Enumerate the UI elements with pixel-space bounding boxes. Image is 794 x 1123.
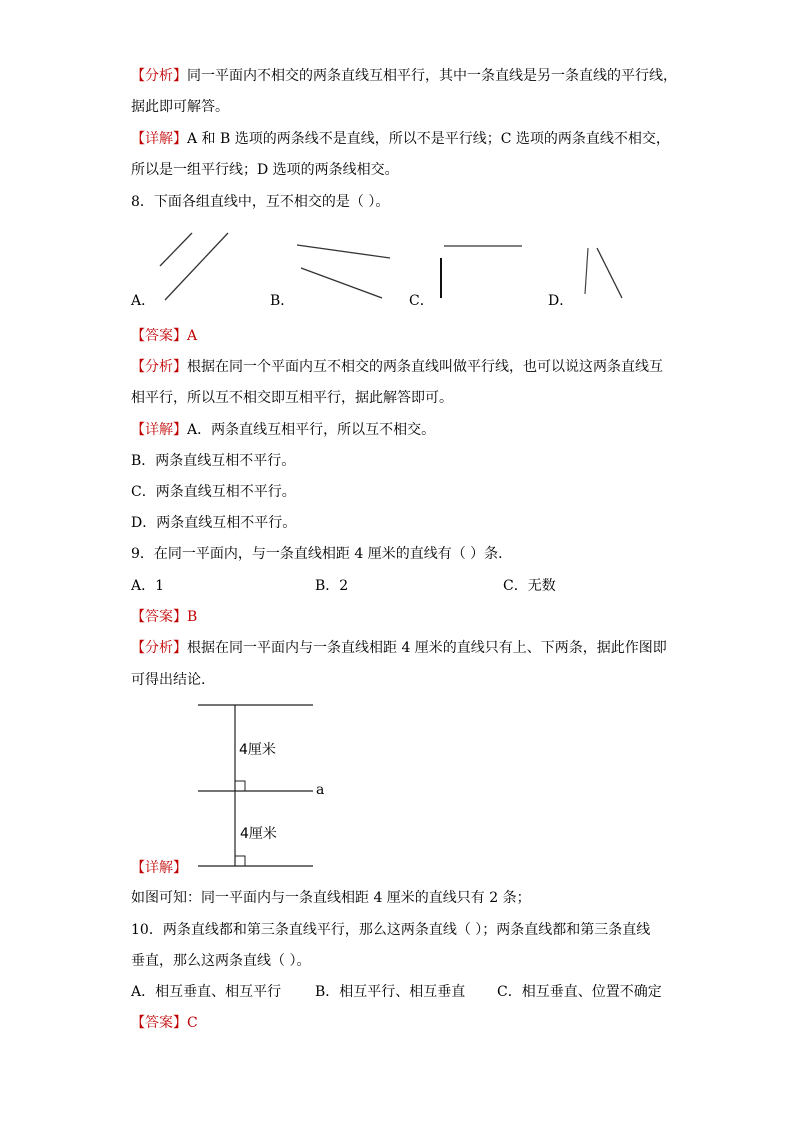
q8-figure-d (576, 244, 628, 302)
q8-figure-a (155, 228, 235, 308)
q7-detail-cont: 所以是一组平行线；D 选项的两条线相交。 (131, 162, 399, 178)
q8-answer (131, 327, 197, 345)
q10-option-a[interactable]: A．相互垂直、相互平行 (131, 984, 282, 1000)
q9-analysis-text: 根据在同一平面内与一条直线相距 4 厘米的直线只有上、下两条，据此作图即 (187, 640, 667, 656)
q9-option-c[interactable]: C．无数 (503, 578, 556, 594)
q8-option-a[interactable]: A． (131, 293, 156, 309)
right-angle-mark-lower (235, 856, 245, 866)
q7-analysis-text: 同一平面内不相交的两条直线互相平行，其中一条直线是另一条直线的平行线， (187, 68, 677, 84)
q9-conclusion: 如图可知：同一平面内与一条直线相距 4 厘米的直线只有 2 条； (131, 890, 531, 906)
right-angle-mark-upper (235, 781, 245, 791)
q9-answer (131, 608, 197, 626)
analysis-tag: 【分析】 (131, 640, 187, 656)
answer-tag: 【答案】 (131, 1015, 187, 1031)
q7-analysis-cont: 据此即可解答。 (131, 99, 229, 115)
q10-answer (131, 1014, 198, 1032)
q9-answer-value: B (187, 609, 198, 625)
q8-detail-b: B．两条直线互相不平行。 (131, 453, 296, 469)
q8-detail-c: C．两条直线互相不平行。 (131, 484, 296, 500)
q9-analysis-cont: 可得出结论. (131, 672, 206, 688)
q9-analysis (131, 639, 667, 657)
q10-option-b[interactable]: B．相互平行、相互垂直 (315, 984, 466, 1000)
detail-tag: 【详解】 (131, 860, 187, 876)
q8-detail-d: D．两条直线互相不平行。 (131, 515, 297, 531)
q8-option-d[interactable]: D． (548, 293, 574, 309)
analysis-tag: 【分析】 (131, 359, 187, 375)
distance-label-bottom: 4厘米 (240, 826, 277, 842)
q10-option-c[interactable]: C．相互垂直、位置不确定 (497, 984, 662, 1000)
q9-parallel-diagram (195, 700, 320, 870)
q8-detail (131, 421, 435, 439)
answer-tag: 【答案】 (131, 609, 187, 625)
q8-detail-text: A．两条直线互相平行，所以互不相交。 (187, 422, 436, 438)
q9-detail (131, 859, 187, 877)
q10-stem: 10．两条直线都和第三条直线平行，那么这两条直线（ ）；两条直线都和第三条直线 (131, 922, 651, 938)
q8-answer-value: A (187, 328, 198, 344)
q9-option-a[interactable]: A．1 (131, 578, 165, 594)
q10-answer-value: C (187, 1015, 198, 1031)
line-a-label: a (316, 782, 325, 798)
answer-tag: 【答案】 (131, 328, 187, 344)
q8-figure-c (436, 240, 526, 302)
detail-tag: 【详解】 (131, 422, 187, 438)
q10-stem-cont: 垂直，那么这两条直线（ ）。 (131, 953, 311, 969)
q8-analysis (131, 358, 663, 376)
q7-detail (131, 130, 670, 148)
detail-tag: 【详解】 (131, 131, 187, 147)
analysis-tag: 【分析】 (131, 68, 187, 84)
q8-figure-b (294, 240, 394, 302)
q8-analysis-cont: 相平行，所以互不相交即互相平行，据此解答即可。 (131, 390, 453, 406)
q8-option-b[interactable]: B． (270, 293, 295, 309)
q8-analysis-text: 根据在同一个平面内互不相交的两条直线叫做平行线，也可以说这两条直线互 (187, 359, 663, 375)
distance-label-top: 4厘米 (239, 742, 276, 758)
q8-option-c[interactable]: C． (409, 293, 434, 309)
q8-stem: 8．下面各组直线中，互不相交的是（ ）。 (131, 194, 390, 210)
q9-stem: 9．在同一平面内，与一条直线相距 4 厘米的直线有（ ）条． (131, 546, 513, 562)
q7-analysis (131, 67, 677, 85)
q9-option-b[interactable]: B．2 (315, 578, 349, 594)
q7-detail-text: A 和 B 选项的两条线不是直线，所以不是平行线；C 选项的两条直线不相交， (187, 131, 670, 147)
